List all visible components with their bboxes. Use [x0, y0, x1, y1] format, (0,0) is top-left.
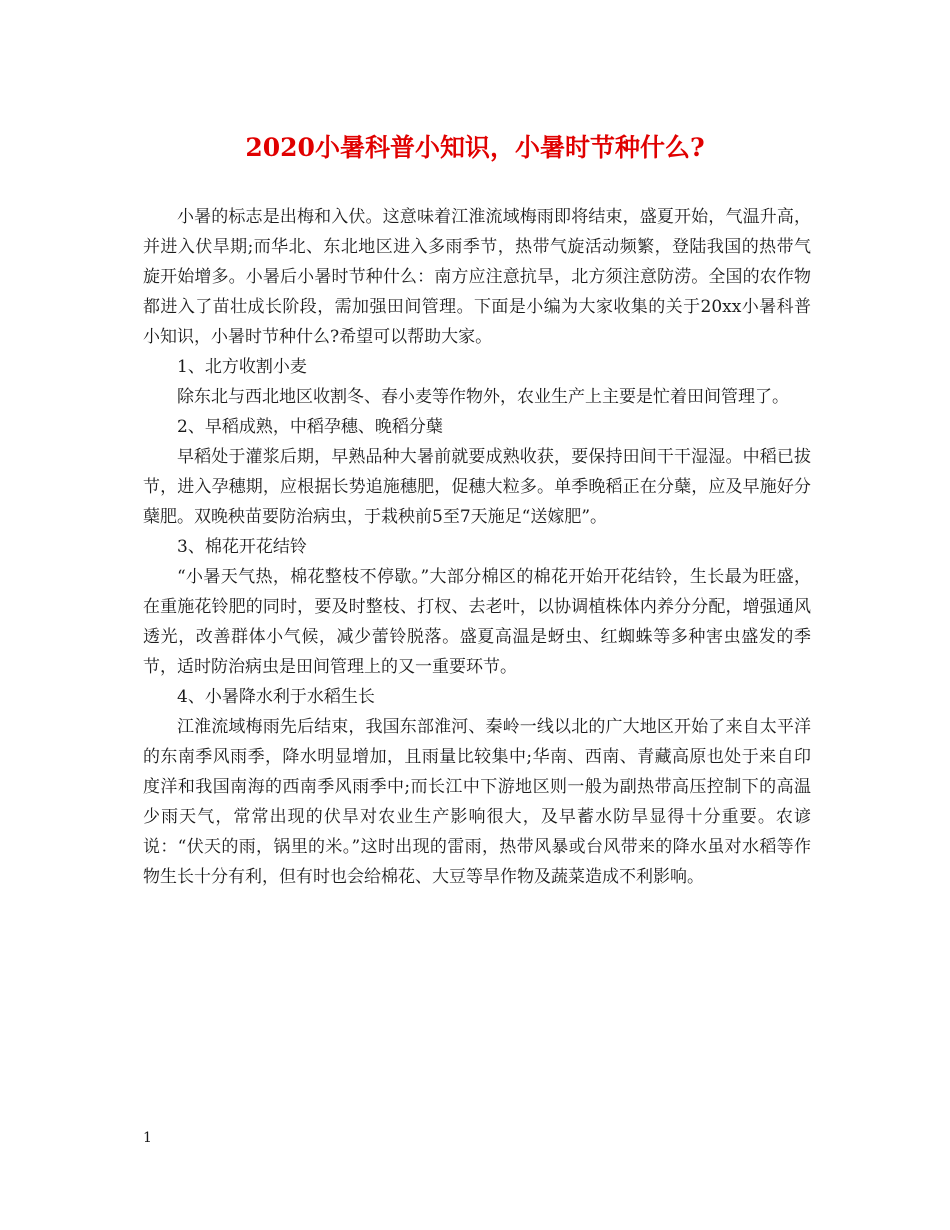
intro-paragraph: 小暑的标志是出梅和入伏。这意味着江淮流域梅雨即将结束，盛夏开始，气温升高，并进入伏旱期;而华北、东北地区进入多雨季节，热带气旋活动频繁，登陆我国的热带气旋开始增多。小暑后小暑时节种什么：南方应注意抗旱，北方须注意防涝。全国的农作物都进入了苗壮成长阶段，需加强田间管理。下面是小编为大家收集的关于20xx小暑科普小知识，小暑时节种什么?希望可以帮助大家。	[143, 207, 811, 347]
section-heading-4: 4、小暑降水利于水稻生长	[177, 687, 375, 707]
section-heading-1: 1、北方收割小麦	[177, 357, 307, 377]
document-body	[143, 202, 811, 892]
page-number: 1	[143, 1130, 152, 1146]
section-body-1: 除东北与西北地区收割冬、春小麦等作物外，农业生产上主要是忙着田间管理了。	[177, 387, 789, 407]
section-heading-3: 3、棉花开花结铃	[177, 537, 307, 557]
section-heading-2: 2、早稻成熟，中稻孕穗、晚稻分蘖	[177, 417, 443, 437]
section-body-4: 江淮流域梅雨先后结束，我国东部淮河、秦岭一线以北的广大地区开始了来自太平洋的东南季风雨季，降水明显增加，且雨量比较集中;华南、西南、青藏高原也处于来自印度洋和我国南海的西南季风雨季中;而长江中下游地区则一般为副热带高压控制下的高温少雨天气，常常出现的伏旱对农业生产影响很大，及早蓄水防旱显得十分重要。农谚说：“伏天的雨，锅里的米。”这时出现的雷雨，热带风暴或台风带来的降水虽对水稻等作物生长十分有利，但有时也会给棉花、大豆等旱作物及蔬菜造成不利影响。	[143, 717, 811, 887]
section-body-3: “小暑天气热，棉花整枝不停歇。”大部分棉区的棉花开始开花结铃，生长最为旺盛，在重施花铃肥的同时，要及时整枝、打杈、去老叶，以协调植株体内养分分配，增强通风透光，改善群体小气候，减少蕾铃脱落。盛夏高温是蚜虫、红蜘蛛等多种害虫盛发的季节，适时防治病虫是田间管理上的又一重要环节。	[143, 567, 811, 677]
section-body-2: 早稻处于灌浆后期，早熟品种大暑前就要成熟收获，要保持田间干干湿湿。中稻已拔节，进入孕穗期，应根据长势追施穗肥，促穗大粒多。单季晚稻正在分蘖，应及早施好分蘖肥。双晚秧苗要防治病虫，于栽秧前5至7天施足“送嫁肥”。	[143, 447, 811, 527]
document-title: 2020小暑科普小知识，小暑时节种什么?	[245, 133, 705, 162]
